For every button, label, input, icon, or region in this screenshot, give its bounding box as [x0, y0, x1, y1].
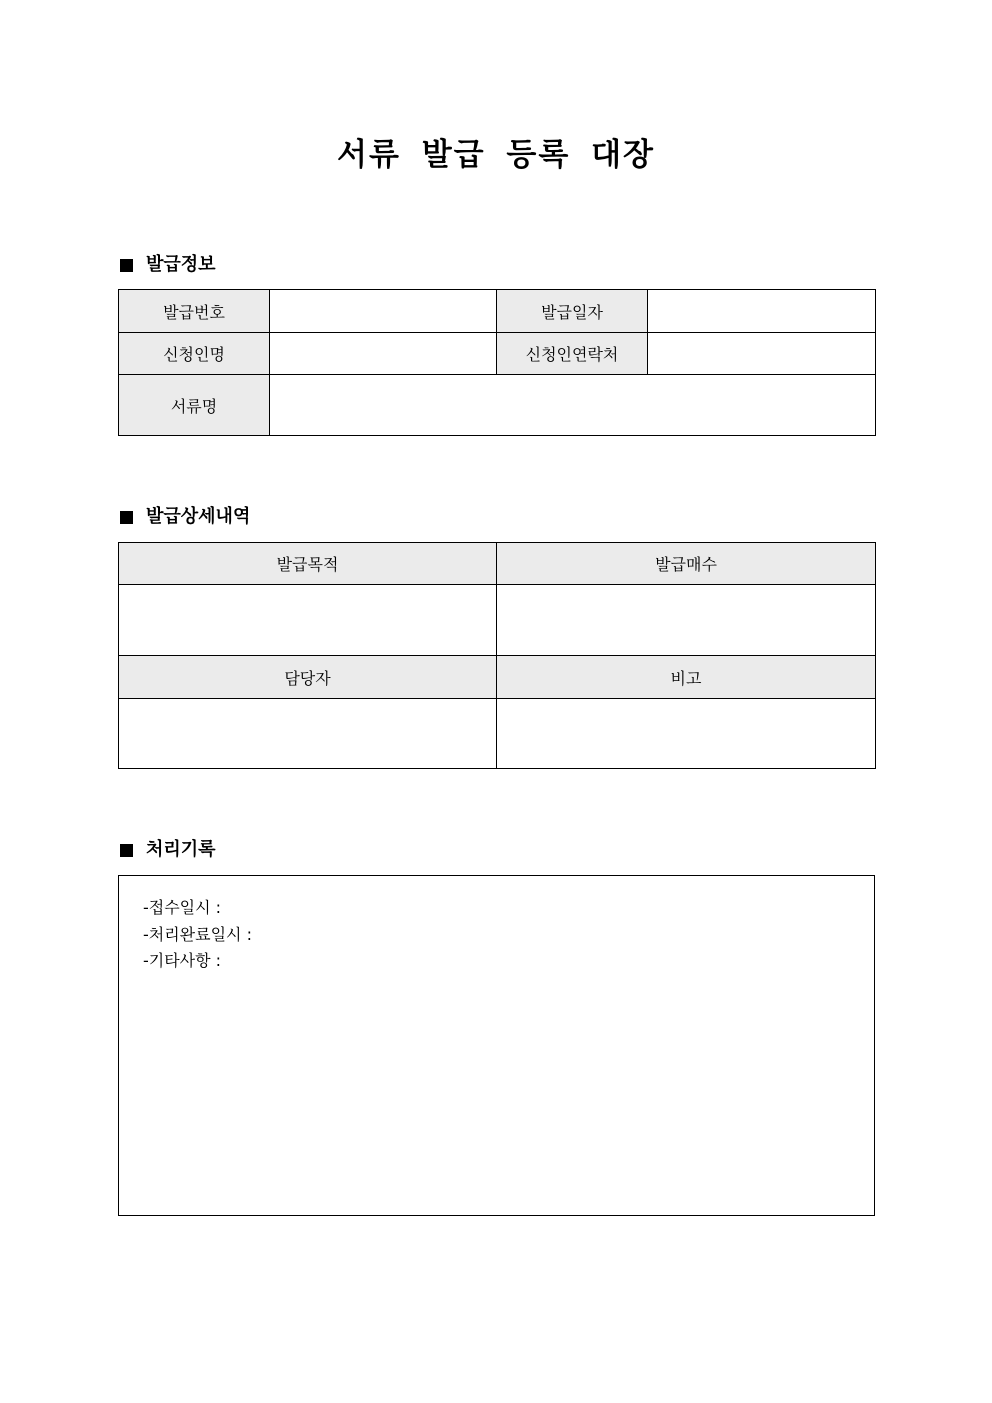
completed-datetime-line: -처리완료일시 : — [143, 924, 252, 944]
issue-details-heading-text: 발급상세내역 — [146, 506, 251, 527]
applicant-name-field[interactable] — [270, 333, 497, 375]
applicant-name-label: 신청인명 — [119, 333, 270, 375]
issue-info-heading-text: 발급정보 — [146, 254, 216, 275]
issue-date-label: 발급일자 — [497, 290, 648, 333]
applicant-contact-label: 신청인연락처 — [497, 333, 648, 375]
page-title: 서류 발급 등록 대장 — [337, 137, 655, 173]
copies-label: 발급매수 — [497, 543, 876, 585]
issue-info-heading — [118, 253, 216, 277]
square-bullet-icon — [120, 511, 133, 524]
processing-record-heading-text: 처리기록 — [146, 839, 216, 860]
issue-details-heading — [118, 505, 250, 529]
purpose-field[interactable] — [119, 585, 497, 656]
applicant-contact-field[interactable] — [648, 333, 876, 375]
issue-number-label: 발급번호 — [119, 290, 270, 333]
manager-label: 담당자 — [119, 656, 497, 699]
issue-details-table — [118, 542, 876, 769]
other-notes-line: -기타사항 : — [143, 951, 222, 970]
remarks-label: 비고 — [497, 656, 876, 699]
processing-record-lines — [143, 895, 252, 975]
manager-field[interactable] — [119, 699, 497, 769]
purpose-label: 발급목적 — [119, 543, 497, 585]
square-bullet-icon — [120, 259, 133, 272]
document-name-field[interactable] — [270, 375, 876, 436]
received-datetime-line: -접수일시 : — [143, 898, 222, 917]
issue-info-table — [118, 289, 876, 436]
square-bullet-icon — [120, 844, 133, 857]
processing-record-box[interactable] — [118, 875, 875, 1216]
copies-field[interactable] — [497, 585, 876, 656]
remarks-field[interactable] — [497, 699, 876, 769]
processing-record-heading — [118, 838, 216, 862]
issue-date-field[interactable] — [648, 290, 876, 333]
document-name-label: 서류명 — [119, 375, 270, 436]
issue-number-field[interactable] — [270, 290, 497, 333]
